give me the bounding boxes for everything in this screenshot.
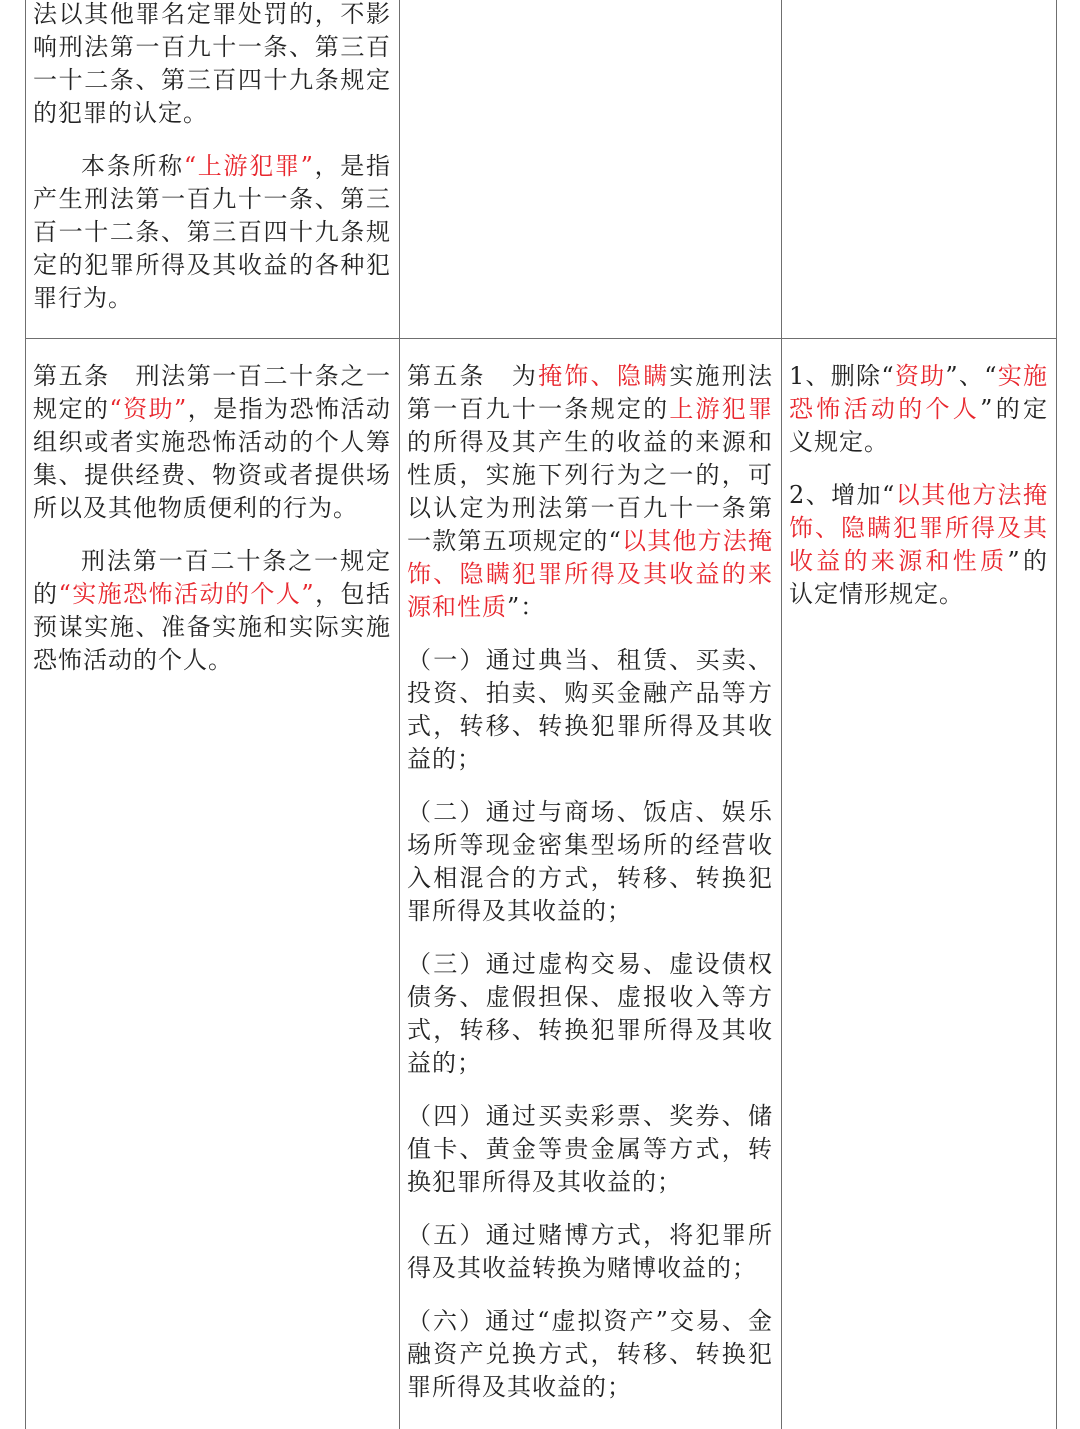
highlight-other-methods: 以其他方法掩饰、隐瞒犯罪所得及其收益的来源和性质 [407,527,773,621]
row1-col1-paragraph-1: 法以其他罪名定罪处罚的，不影响刑法第一百九十一条、第三百一十二条、第三百四十九条规定的犯罪的认定。 [33,0,391,127]
list-item-6: （六）通过“虚拟资产”交易、金融资产兑换方式，转移、转换犯罪所得及其收益的； [407,1307,773,1401]
row2-col2-cell [407,360,773,1424]
text-segment: 本条所称 [81,152,184,180]
table-border-left [25,0,26,1429]
text-segment: 1、删除“ [789,362,895,390]
highlight-funding: 资助 [894,362,946,390]
text-segment: ”、“ [945,362,998,390]
row2-col3-cell [789,360,1048,631]
table-divider-1 [399,0,400,1429]
list-item-2: （二）通过与商场、饭店、娱乐场所等现金密集型场所的经营收入相混合的方式，转移、转换犯罪所得及其收益的； [407,798,773,925]
highlight-conceal: 掩饰、隐瞒 [538,362,670,390]
highlight-terrorist-individual: “实施恐怖活动的个人” [58,580,315,608]
row2-col1-paragraph-1 [33,360,391,525]
table-border-right [1056,0,1057,1429]
row-separator [25,338,1057,339]
note-1 [789,360,1048,459]
text-segment: ”： [507,593,546,621]
row2-col1-cell [33,360,391,697]
highlight-funding: “资助” [109,395,188,423]
text-segment: 2、增加“ [789,481,896,509]
highlight-terrorist-individual: 实施恐怖活动的个人 [789,362,1049,423]
text-segment: 实施刑法第一百九十一条规定的 [407,362,774,423]
text-segment: ，是指产生刑法第一百九十一条、第三百一十二条、第三百四十九条规定的犯罪所得及其收益的各种犯罪行为。 [33,152,392,312]
note-2 [789,479,1048,611]
list-item-1: （一）通过典当、租赁、买卖、投资、拍卖、购买金融产品等方式，转移、转换犯罪所得及其收益的； [407,646,773,773]
list-item-5: （五）通过赌博方式，将犯罪所得及其收益转换为赌博收益的； [407,1221,773,1282]
text-segment: 刑法第一百二十条之一规定的 [33,547,391,608]
text-segment: 第五条 刑法第一百二十条之一规定的 [33,362,391,423]
table-divider-2 [781,0,782,1429]
text-segment: ”的认定情形规定。 [789,547,1048,608]
row2-col1-paragraph-2 [33,545,391,677]
row1-col1-paragraph-2 [33,150,391,315]
highlight-upstream-crime: “上游犯罪” [183,152,314,180]
text-segment: ，是指为恐怖活动组织或者实施恐怖活动的个人筹集、提供经费、物资或者提供场所以及其他物质便利的行为。 [33,395,391,522]
list-item-4: （四）通过买卖彩票、奖券、储值卡、黄金等贵金属等方式，转换犯罪所得及其收益的； [407,1102,773,1196]
text-segment: 的所得及其产生的收益的来源和性质，实施下列行为之一的，可以认定为刑法第一百九十一条第一款第五项规定的“ [407,428,773,555]
text-segment: ，包括预谋实施、准备实施和实际实施恐怖活动的个人。 [33,580,392,674]
highlight-other-methods: 以其他方法掩饰、隐瞒犯罪所得及其收益的来源和性质 [789,481,1048,575]
list-item-3: （三）通过虚构交易、虚设债权债务、虚假担保、虚报收入等方式，转移、转换犯罪所得及其收益的； [407,950,773,1077]
highlight-upstream-crime: 上游犯罪 [669,395,774,423]
row1-col1-cell [33,0,391,335]
text-segment: 第五条 为 [407,362,539,390]
row2-col2-paragraph-1 [407,360,773,624]
text-segment: ”的定义规定。 [789,395,1048,456]
